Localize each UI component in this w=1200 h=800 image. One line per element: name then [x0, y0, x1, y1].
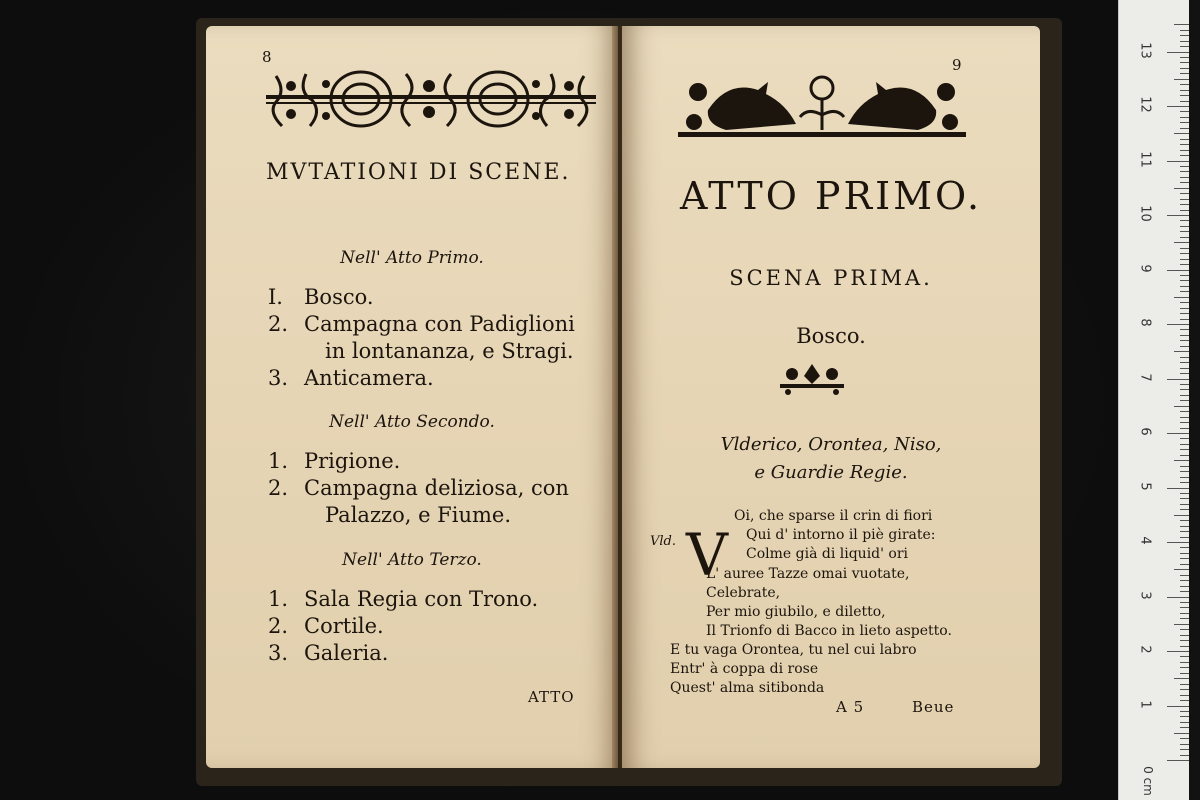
- ruler-tick: [1180, 689, 1189, 690]
- ruler-tick: [1180, 177, 1189, 178]
- ruler-tick: [1180, 166, 1189, 167]
- ruler-tick: [1180, 308, 1189, 309]
- ruler-tick: [1180, 722, 1189, 723]
- ruler-tick: [1180, 111, 1189, 112]
- ruler-tick: [1167, 324, 1189, 325]
- scene-item: 1. Sala Regia con Trono.: [268, 587, 539, 611]
- ruler-tick: [1180, 68, 1189, 69]
- ruler-tick: [1180, 90, 1189, 91]
- ruler-tick: [1180, 444, 1189, 445]
- ruler-label: 1: [1137, 699, 1153, 709]
- ruler-label: 3: [1137, 590, 1153, 600]
- ruler-tick: [1174, 569, 1189, 570]
- ruler-tick: [1180, 504, 1189, 505]
- small-fleuron-ornament-icon: [780, 362, 844, 396]
- ruler-tick: [1180, 509, 1189, 510]
- ruler-tick: [1174, 242, 1189, 243]
- scene-item-continuation: in lontananza, e Stragi.: [325, 339, 574, 363]
- ruler-tick: [1174, 297, 1189, 298]
- ruler-tick: [1180, 744, 1189, 745]
- ruler-tick: [1180, 41, 1189, 42]
- act-one-heading: Nell' Atto Primo.: [340, 248, 484, 268]
- ruler-tick: [1167, 542, 1189, 543]
- ruler-tick: [1180, 275, 1189, 276]
- verse-line: Il Trionfo di Bacco in lieto aspetto.: [706, 623, 952, 639]
- ruler-tick: [1180, 117, 1189, 118]
- ruler-tick: [1167, 760, 1189, 761]
- ruler-tick: [1180, 340, 1189, 341]
- ruler-tick: [1174, 351, 1189, 352]
- scene-item-continuation: Palazzo, e Fiume.: [325, 503, 511, 527]
- ruler-tick: [1167, 651, 1189, 652]
- ruler-tick: [1180, 667, 1189, 668]
- verse-line: Oi, che sparse il crin di fiori: [734, 508, 933, 524]
- ruler-tick: [1167, 379, 1189, 380]
- ruler-tick: [1180, 438, 1189, 439]
- verse-line: Entr' à coppa di rose: [670, 661, 819, 677]
- characters-line-2: e Guardie Regie.: [754, 462, 908, 483]
- ruler-label: 6: [1137, 427, 1153, 436]
- speaker-label: Vld.: [650, 534, 676, 549]
- verse-line: Colme già di liquid' ori: [746, 546, 909, 562]
- ruler-tick: [1180, 422, 1189, 423]
- right-page-number: 9: [952, 56, 962, 74]
- ruler-tick: [1180, 580, 1189, 581]
- ruler-tick: [1180, 629, 1189, 630]
- right-page: [622, 26, 1040, 768]
- ruler-tick: [1180, 755, 1189, 756]
- ruler-tick: [1174, 733, 1189, 734]
- scene-item: 2. Campagna con Padiglioni: [268, 312, 575, 336]
- ruler-tick: [1180, 313, 1189, 314]
- ruler-tick: [1180, 368, 1189, 369]
- ruler-tick: [1180, 466, 1189, 467]
- ruler-tick: [1180, 199, 1189, 200]
- measuring-ruler: [1118, 0, 1189, 800]
- right-catchword: Beue: [912, 698, 955, 716]
- ruler-tick: [1180, 335, 1189, 336]
- ruler-tick: [1180, 259, 1189, 260]
- verse-line: Celebrate,: [706, 585, 781, 601]
- ruler-tick: [1180, 128, 1189, 129]
- act-three-scene-list: [268, 586, 538, 667]
- ruler-tick: [1180, 673, 1189, 674]
- ruler-tick: [1174, 133, 1189, 134]
- ruler-tick: [1180, 395, 1189, 396]
- ruler-tick: [1180, 291, 1189, 292]
- ruler-tick: [1180, 57, 1189, 58]
- ruler-tick: [1180, 602, 1189, 603]
- left-page-number: 8: [262, 48, 272, 66]
- ruler-label: 9: [1137, 263, 1153, 273]
- ruler-tick: [1180, 749, 1189, 750]
- ruler-tick: [1180, 411, 1189, 412]
- left-headpiece-ornament-icon: [266, 66, 596, 134]
- scene-item: 2. Campagna deliziosa, con: [268, 476, 569, 500]
- ruler-tick: [1174, 624, 1189, 625]
- ruler-tick: [1180, 237, 1189, 238]
- ruler-tick: [1180, 362, 1189, 363]
- left-catchword: ATTO: [528, 688, 575, 706]
- ruler-tick: [1180, 329, 1189, 330]
- ruler-tick: [1174, 79, 1189, 80]
- ruler-tick: [1180, 30, 1189, 31]
- ruler-label: 13: [1137, 41, 1153, 59]
- ruler-label: 11: [1137, 150, 1153, 168]
- act-one-scene-list: [268, 284, 575, 392]
- ruler-tick: [1180, 428, 1189, 429]
- scene-item: 1. Prigione.: [268, 449, 401, 473]
- ruler-tick: [1180, 150, 1189, 151]
- ruler-tick: [1180, 226, 1189, 227]
- ruler-tick: [1180, 286, 1189, 287]
- ruler-tick: [1180, 662, 1189, 663]
- ruler-tick: [1180, 122, 1189, 123]
- ruler-tick: [1180, 695, 1189, 696]
- signature-mark: A 5: [836, 698, 865, 716]
- verse-line: Qui d' intorno il piè girate:: [746, 527, 936, 543]
- ruler-tick: [1167, 215, 1189, 216]
- ruler-tick: [1180, 139, 1189, 140]
- ruler-tick: [1167, 597, 1189, 598]
- verse-line: Quest' alma sitibonda: [670, 680, 825, 696]
- act-title: ATTO PRIMO.: [679, 174, 983, 218]
- ruler-tick: [1180, 646, 1189, 647]
- ruler-label: 10: [1137, 205, 1153, 222]
- ruler-tick: [1180, 144, 1189, 145]
- ruler-tick: [1180, 547, 1189, 548]
- ruler-unit-label: 0 cm: [1141, 766, 1156, 796]
- ruler-tick: [1174, 24, 1189, 25]
- ruler-tick: [1180, 204, 1189, 205]
- ruler-tick: [1180, 471, 1189, 472]
- ruler-tick: [1180, 171, 1189, 172]
- act-two-scene-list: [268, 448, 569, 529]
- ruler-tick: [1180, 253, 1189, 254]
- ruler-tick: [1180, 716, 1189, 717]
- ruler-tick: [1180, 684, 1189, 685]
- ruler-tick: [1180, 482, 1189, 483]
- verse-line: L' auree Tazze omai vuotate,: [706, 566, 910, 582]
- characters-line-1: Vlderico, Orontea, Niso,: [720, 434, 942, 455]
- ruler-tick: [1180, 700, 1189, 701]
- ruler-tick: [1180, 607, 1189, 608]
- ruler-tick: [1180, 346, 1189, 347]
- scene-item: 3. Galeria.: [268, 641, 389, 665]
- ruler-tick: [1180, 302, 1189, 303]
- left-page: [206, 26, 618, 768]
- ruler-tick: [1180, 384, 1189, 385]
- ruler-tick: [1180, 727, 1189, 728]
- ruler-tick: [1180, 373, 1189, 374]
- ruler-tick: [1180, 564, 1189, 565]
- ruler-tick: [1180, 264, 1189, 265]
- ruler-tick: [1180, 498, 1189, 499]
- ruler-tick: [1174, 515, 1189, 516]
- act-three-heading: Nell' Atto Terzo.: [342, 550, 482, 570]
- scene-item: I. Bosco.: [268, 285, 374, 309]
- ruler-tick: [1167, 270, 1189, 271]
- ruler-tick: [1180, 640, 1189, 641]
- ruler-tick: [1167, 488, 1189, 489]
- scene-title: SCENA PRIMA.: [729, 266, 933, 290]
- birds-headpiece-ornament-icon: [678, 70, 966, 140]
- verse-line: Per mio giubilo, e diletto,: [706, 604, 886, 620]
- act-two-heading: Nell' Atto Secondo.: [329, 412, 495, 432]
- ruler-tick: [1167, 106, 1189, 107]
- ruler-tick: [1180, 537, 1189, 538]
- ruler-label: 8: [1137, 318, 1153, 327]
- ruler-tick: [1180, 738, 1189, 739]
- ruler-tick: [1180, 84, 1189, 85]
- scene-place: Bosco.: [796, 324, 866, 348]
- ruler-tick: [1180, 591, 1189, 592]
- ruler-tick: [1180, 319, 1189, 320]
- scene-changes-heading: MVTATIONI DI SCENE.: [266, 160, 571, 185]
- ruler-label: 12: [1137, 96, 1153, 113]
- ruler-tick: [1167, 52, 1189, 53]
- ruler-tick: [1180, 62, 1189, 63]
- ruler-tick: [1180, 618, 1189, 619]
- ruler-tick: [1180, 613, 1189, 614]
- ruler-tick: [1180, 493, 1189, 494]
- ruler-tick: [1167, 433, 1189, 434]
- ruler-tick: [1180, 558, 1189, 559]
- ruler-tick: [1180, 531, 1189, 532]
- verse-line: E tu vaga Orontea, tu nel cui labro: [670, 642, 917, 658]
- ruler-tick: [1180, 586, 1189, 587]
- ruler-tick: [1180, 635, 1189, 636]
- ruler-tick: [1180, 526, 1189, 527]
- ruler-tick: [1180, 455, 1189, 456]
- drop-cap: V: [686, 521, 728, 589]
- ruler-tick: [1174, 678, 1189, 679]
- ruler-tick: [1180, 389, 1189, 390]
- scene-item: 3. Anticamera.: [268, 366, 434, 390]
- ruler-tick: [1180, 220, 1189, 221]
- ruler-tick: [1180, 101, 1189, 102]
- ruler-tick: [1167, 161, 1189, 162]
- ruler-tick: [1180, 417, 1189, 418]
- ruler-tick: [1180, 280, 1189, 281]
- ruler-tick: [1180, 248, 1189, 249]
- ruler-tick: [1180, 357, 1189, 358]
- ruler-tick: [1180, 575, 1189, 576]
- ruler-tick: [1180, 231, 1189, 232]
- ruler-tick: [1180, 400, 1189, 401]
- ruler-tick: [1180, 35, 1189, 36]
- ruler-label: 7: [1137, 372, 1153, 382]
- ruler-tick: [1180, 193, 1189, 194]
- ruler-tick: [1174, 406, 1189, 407]
- ruler-tick: [1180, 477, 1189, 478]
- ruler-label: 2: [1137, 645, 1153, 654]
- ruler-tick: [1180, 656, 1189, 657]
- ruler-tick: [1174, 188, 1189, 189]
- ruler-tick: [1180, 520, 1189, 521]
- ruler-tick: [1180, 210, 1189, 211]
- ruler-tick: [1180, 46, 1189, 47]
- ruler-tick: [1180, 182, 1189, 183]
- ruler-tick: [1180, 73, 1189, 74]
- ruler-tick: [1180, 711, 1189, 712]
- ruler-tick: [1180, 155, 1189, 156]
- ruler-label: 4: [1137, 536, 1153, 545]
- ruler-label: 5: [1137, 481, 1153, 491]
- ruler-tick: [1180, 449, 1189, 450]
- ruler-tick: [1167, 706, 1189, 707]
- scene-item: 2. Cortile.: [268, 614, 384, 638]
- ruler-tick: [1174, 460, 1189, 461]
- ruler-tick: [1180, 553, 1189, 554]
- ruler-tick: [1180, 95, 1189, 96]
